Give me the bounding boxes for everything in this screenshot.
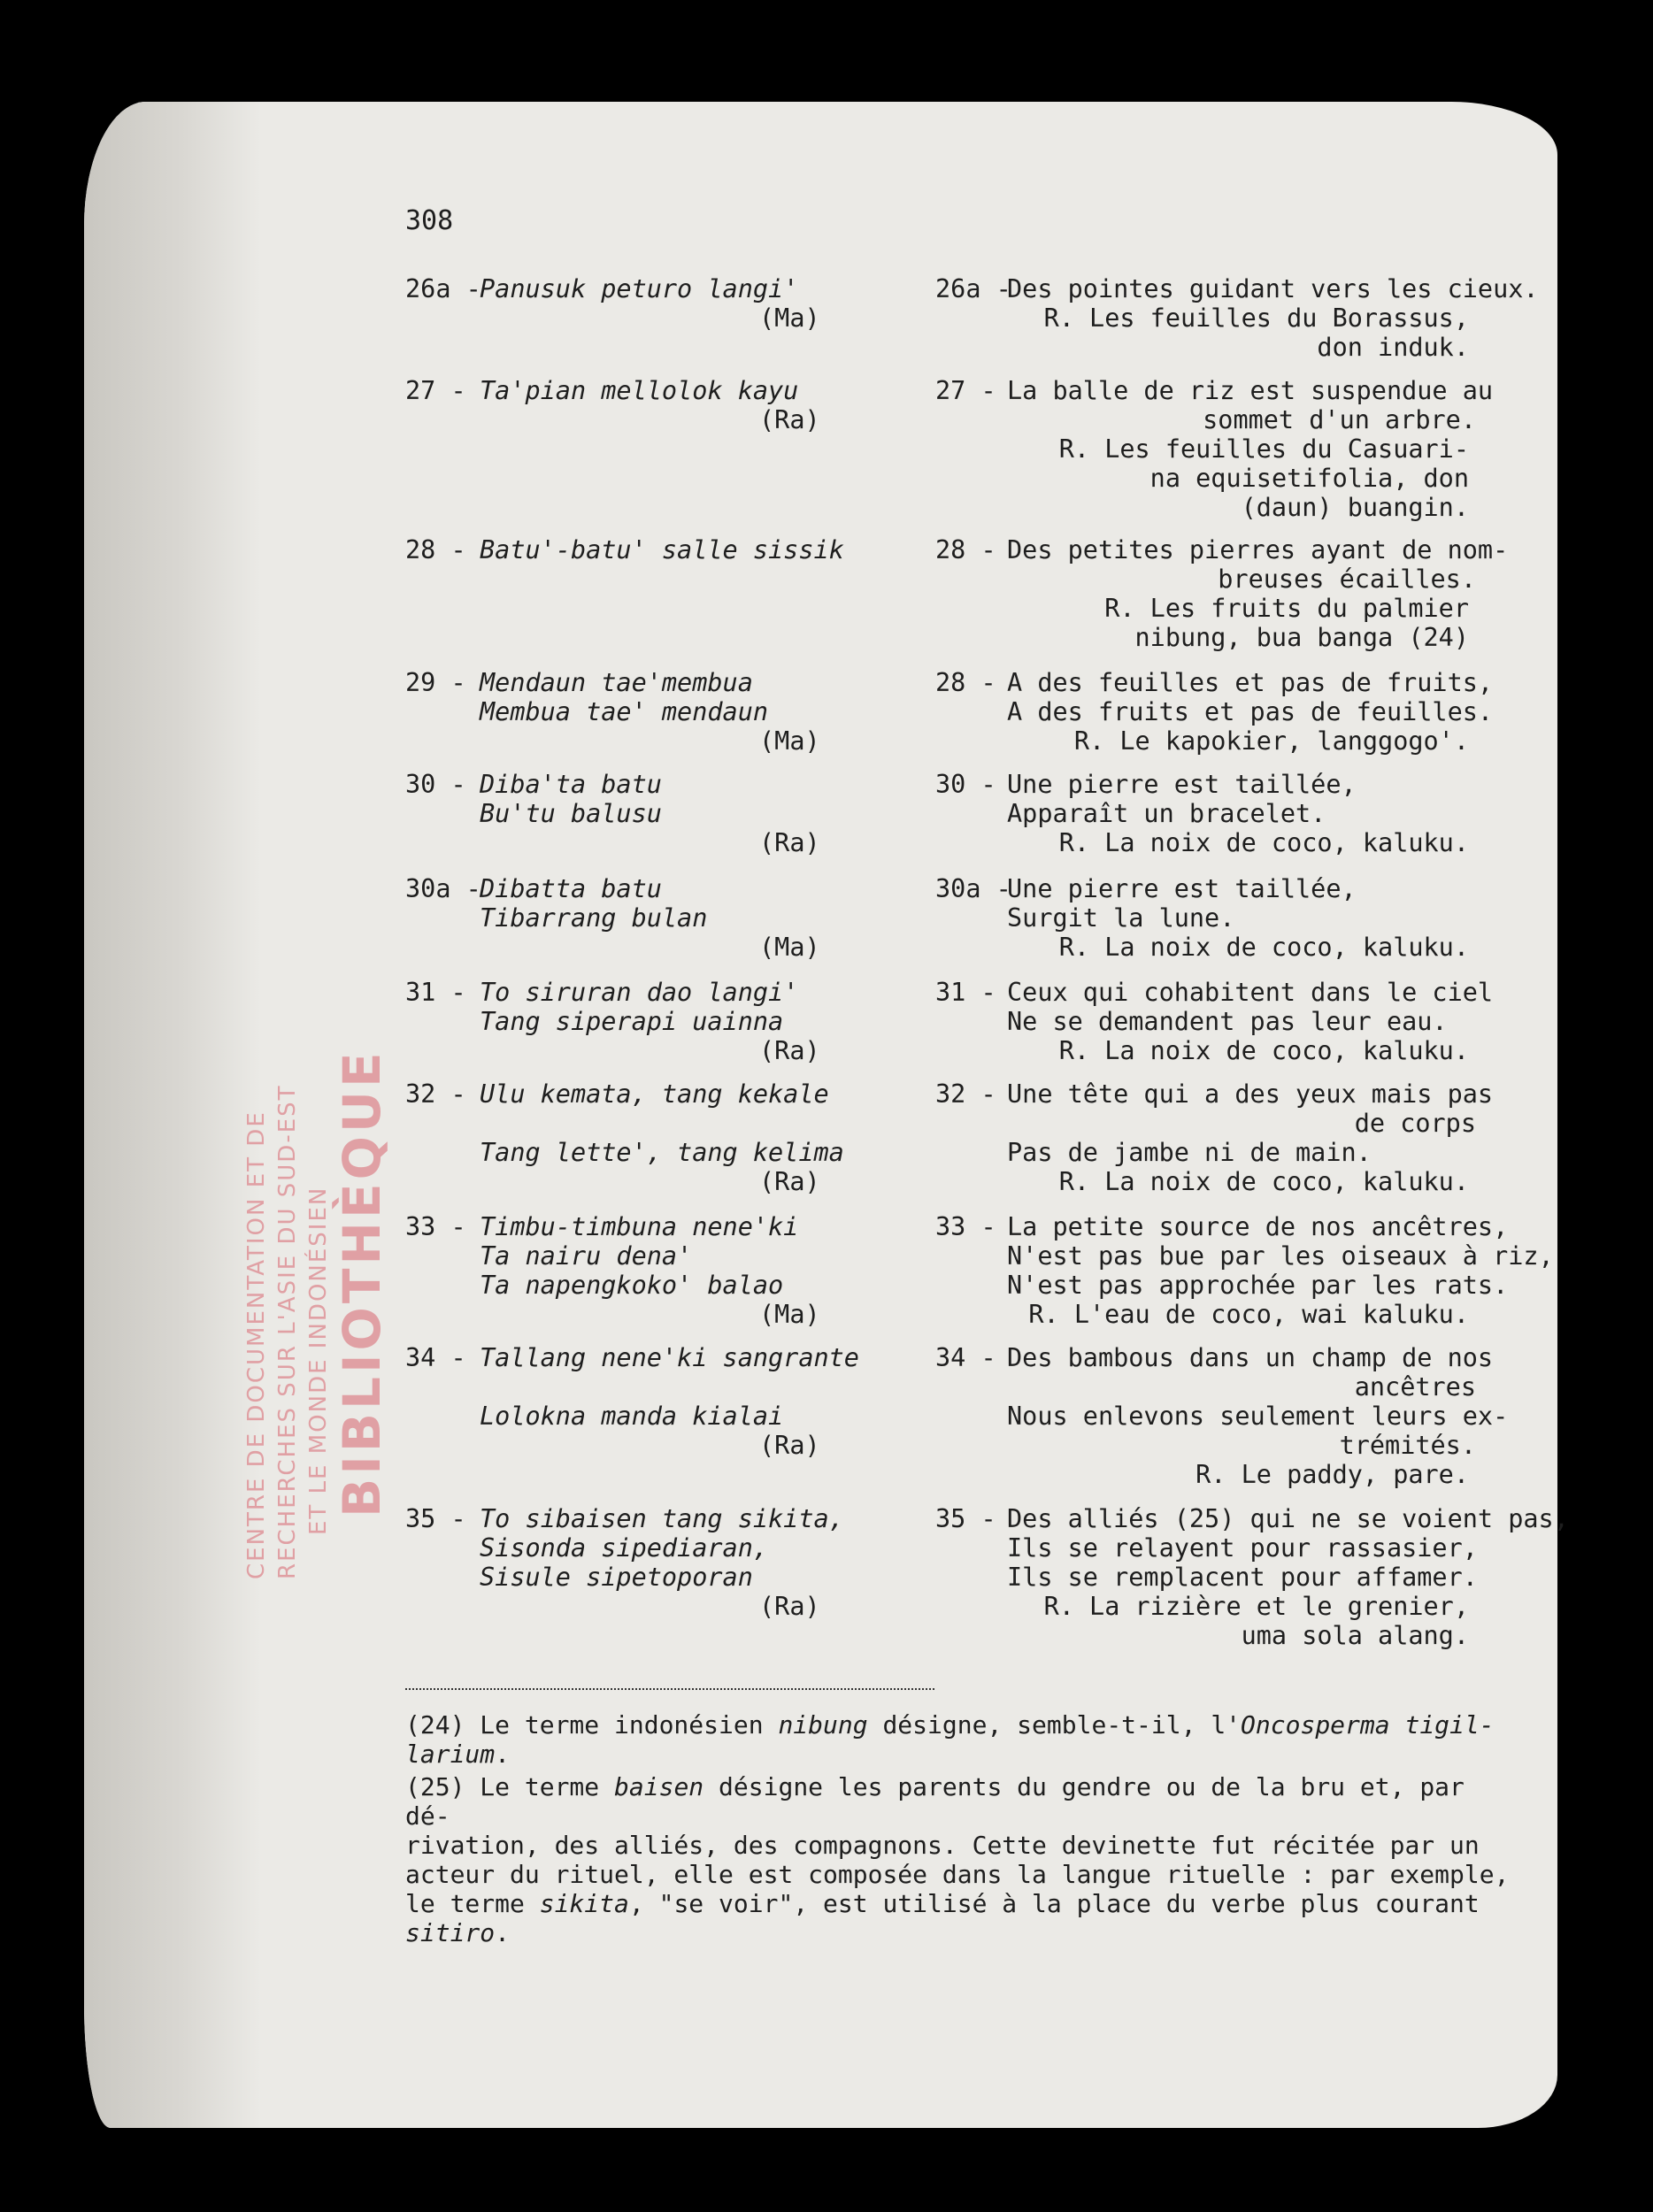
footnotes [405, 1710, 1511, 1951]
translation-number: 33 - [935, 1212, 996, 1241]
translation-line: Des pointes guidant vers les cieux. [1007, 274, 1539, 303]
stamp-line: CENTRE DE DOCUMENTATION ET DE [243, 1110, 270, 1579]
riddle-source-line: Batu'-batu' salle sissik [480, 535, 844, 565]
riddle-answer: R. Les fruits du palmier [1104, 594, 1469, 623]
riddle-source-line: Bu'tu balusu [480, 799, 662, 828]
riddle-source-line: Dibatta batu [480, 874, 662, 903]
riddle-source-line: Ta napengkoko' balao [480, 1271, 784, 1300]
translation-number: 28 - [935, 535, 996, 565]
footnote-25: (25) Le terme baisen désigne les parents du gendre ou de la bru et, par dé- rivation, des alliés, des compagnons. Cette devinette fut récitée par un acteur du rituel, elle est composée dans la langue rituelle : par exemple, le terme sikita, "se voir", est utilisé à la place du verbe plus courant sitiro. [405, 1772, 1510, 1947]
translation-line: La balle de riz est suspendue au [1007, 376, 1494, 405]
translation-line: breuses écailles. [1218, 565, 1476, 594]
riddle-number: 26a - [405, 274, 481, 303]
translation-line: de corps [1354, 1109, 1476, 1138]
riddle-answer: R. Le kapokier, langgogo'. [1073, 726, 1469, 756]
page-number: 308 [405, 205, 454, 236]
riddle-source-line: Tibarrang bulan [480, 903, 708, 933]
riddle-origin: (Ra) [759, 828, 820, 857]
riddle-number: 32 - [405, 1079, 466, 1109]
riddle-source-line: Ulu kemata, tang kekale [480, 1079, 829, 1109]
translation-line: A des fruits et pas de feuilles. [1007, 697, 1494, 726]
translation-number: 32 - [935, 1079, 996, 1109]
riddle-answer: (daun) buangin. [1241, 493, 1469, 522]
translation-number: 26a - [935, 274, 1011, 303]
riddle-answer: R. La noix de coco, kaluku. [1058, 828, 1469, 857]
riddle-number: 35 - [405, 1504, 466, 1533]
riddle-source-line: Ta'pian mellolok kayu [480, 376, 799, 405]
translation-line: Des alliés (25) qui ne se voient pas, [1007, 1504, 1569, 1533]
riddle-number: 30 - [405, 770, 466, 799]
footnote-24: (24) Le terme indonésien nibung désigne, semble-t-il, l'Oncosperma tigil- larium. [405, 1710, 1495, 1769]
translation-line: Des petites pierres ayant de nom- [1007, 535, 1509, 565]
stamp-title: BIBLIOTHÈQUE [332, 1048, 392, 1517]
riddle-source-line: Tallang nene'ki sangrante [480, 1343, 859, 1372]
stamp-line: RECHERCHES SUR L'ASIE DU SUD-EST [274, 1084, 301, 1579]
riddle-origin: (Ra) [759, 1167, 820, 1196]
translation-number: 30 - [935, 770, 996, 799]
riddle-origin: (Ma) [759, 933, 820, 962]
translation-line: N'est pas approchée par les rats. [1007, 1271, 1509, 1300]
riddle-source-line: Sisonda sipediaran, [480, 1533, 769, 1563]
riddle-answer: don induk. [1317, 333, 1469, 362]
translation-line: trémités. [1339, 1431, 1476, 1460]
riddle-answer: na equisetifolia, don [1149, 464, 1469, 493]
riddle-answer: R. La rizière et le grenier, [1043, 1592, 1469, 1621]
translation-line: Ceux qui cohabitent dans le ciel [1007, 978, 1494, 1007]
riddle-origin: (Ra) [759, 1431, 820, 1460]
riddle-source-line: Lolokna manda kialai [480, 1402, 784, 1431]
stamp-line: ET LE MONDE INDONÉSIEN [305, 1186, 332, 1535]
riddle-source-line: Panusuk peturo langi' [480, 274, 799, 303]
riddle-source-line: To sibaisen tang sikita, [480, 1504, 844, 1533]
translation-number: 30a - [935, 874, 1011, 903]
riddle-source-line: Ta nairu dena' [480, 1241, 693, 1271]
riddle-source-line: Timbu-timbuna nene'ki [480, 1212, 799, 1241]
riddle-answer: nibung, bua banga (24) [1134, 623, 1469, 652]
riddle-answer: R. La noix de coco, kaluku. [1058, 1167, 1469, 1196]
translation-number: 34 - [935, 1343, 996, 1372]
riddle-answer: R. La noix de coco, kaluku. [1058, 933, 1469, 962]
riddle-origin: (Ma) [759, 726, 820, 756]
riddle-origin: (Ra) [759, 1592, 820, 1621]
translation-line: La petite source de nos ancêtres, [1007, 1212, 1509, 1241]
riddle-source-line: Mendaun tae'membua [480, 668, 753, 697]
translation-line: Une tête qui a des yeux mais pas [1007, 1079, 1494, 1109]
riddle-origin: (Ra) [759, 1036, 820, 1065]
riddle-answer: R. Le paddy, pare. [1196, 1460, 1469, 1489]
riddle-answer: R. La noix de coco, kaluku. [1058, 1036, 1469, 1065]
riddle-number: 27 - [405, 376, 466, 405]
translation-line: Ils se remplacent pour affamer. [1007, 1563, 1478, 1592]
translation-line: Ils se relayent pour rassasier, [1007, 1533, 1478, 1563]
riddle-answer: uma sola alang. [1241, 1621, 1469, 1650]
translation-number: 31 - [935, 978, 996, 1007]
riddle-number: 30a - [405, 874, 481, 903]
riddle-number: 31 - [405, 978, 466, 1007]
riddle-source-line: To siruran dao langi' [480, 978, 799, 1007]
translation-line: N'est pas bue par les oiseaux à riz, [1007, 1241, 1554, 1271]
riddle-source-line: Tang siperapi uainna [480, 1007, 784, 1036]
riddle-answer: R. Les feuilles du Borassus, [1043, 303, 1469, 333]
translation-line: Des bambous dans un champ de nos [1007, 1343, 1494, 1372]
riddle-number: 34 - [405, 1343, 466, 1372]
translation-line: ancêtres [1354, 1372, 1476, 1402]
riddle-number: 33 - [405, 1212, 466, 1241]
translation-line: Une pierre est taillée, [1007, 770, 1357, 799]
riddle-answer: R. Les feuilles du Casuari- [1058, 434, 1469, 464]
riddle-origin: (Ma) [759, 303, 820, 333]
riddle-source-line: Membua tae' mendaun [480, 697, 769, 726]
translation-number: 27 - [935, 376, 996, 405]
translation-line: Une pierre est taillée, [1007, 874, 1357, 903]
riddle-source-line: Tang lette', tang kelima [480, 1138, 844, 1167]
translation-line: sommet d'un arbre. [1203, 405, 1476, 434]
footnote-rule [405, 1688, 934, 1690]
translation-line: Ne se demandent pas leur eau. [1007, 1007, 1448, 1036]
translation-number: 35 - [935, 1504, 996, 1533]
translation-line: A des feuilles et pas de fruits, [1007, 668, 1494, 697]
riddle-number: 29 - [405, 668, 466, 697]
translation-line: Apparaît un bracelet. [1007, 799, 1326, 828]
riddle-origin: (Ma) [759, 1300, 820, 1329]
riddle-number: 28 - [405, 535, 466, 565]
riddle-answer: R. L'eau de coco, wai kaluku. [1028, 1300, 1469, 1329]
riddle-source-line: Diba'ta batu [480, 770, 662, 799]
translation-line: Nous enlevons seulement leurs ex- [1007, 1402, 1509, 1431]
translation-line: Surgit la lune. [1007, 903, 1235, 933]
translation-line: Pas de jambe ni de main. [1007, 1138, 1372, 1167]
riddle-source-line: Sisule sipetoporan [480, 1563, 753, 1592]
translation-number: 28 - [935, 668, 996, 697]
riddle-origin: (Ra) [759, 405, 820, 434]
